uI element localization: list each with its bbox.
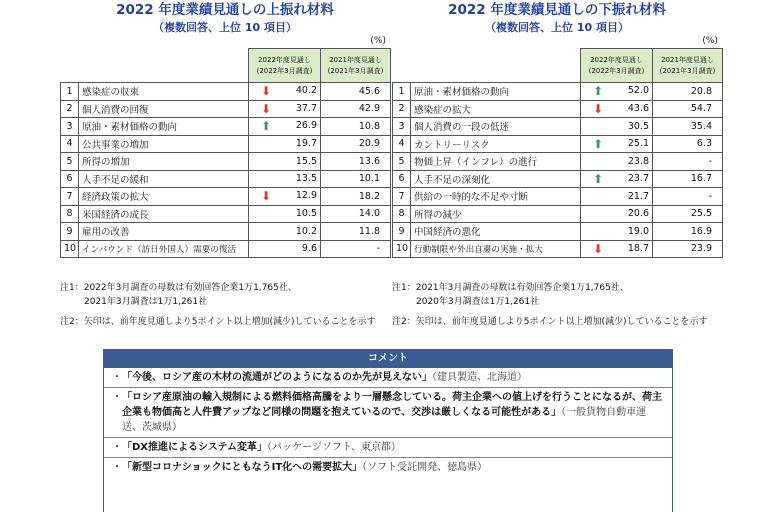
col-2021-header: 2021年度見通し (2021年3月調査) — [653, 49, 723, 83]
upside-table — [60, 48, 391, 258]
rank-cell: 8 — [61, 205, 79, 223]
factor-label: 物価上昇（インフレ）の進行 — [411, 153, 581, 171]
comment-quote: 「DX推進によるシステム変革」 — [122, 442, 268, 453]
value-2022-cell — [249, 153, 321, 171]
table-row — [61, 240, 391, 258]
value-2021: 20.8 — [690, 85, 712, 97]
value-2022-cell — [581, 223, 653, 241]
value-2022: 20.6 — [627, 208, 649, 220]
value-2021: 42.9 — [358, 103, 380, 115]
comment-source: （ソフト受託開発、徳島県） — [362, 462, 488, 473]
table-row — [393, 100, 723, 118]
rank-cell: 10 — [61, 240, 79, 258]
rank-cell: 2 — [61, 100, 79, 118]
value-2022-cell — [249, 100, 321, 118]
value-2022: 25.1 — [627, 137, 649, 149]
factor-label: 公共事業の増加 — [79, 135, 249, 153]
bullet-icon: ・ — [112, 392, 122, 403]
rank-cell: 3 — [393, 118, 411, 136]
value-2022: 12.9 — [295, 190, 317, 202]
value-2022: 40.2 — [295, 85, 317, 97]
rank-cell: 4 — [61, 135, 79, 153]
comment-source: （一般貨物自動車運送、茨城県） — [122, 407, 647, 433]
left-note-1: 注1：2022年3月調査の母数は有効回答企業1万1,765社、 — [60, 283, 297, 293]
table-row — [61, 83, 391, 101]
value-2021: 16.7 — [690, 173, 712, 185]
factor-label: 所得の減少 — [411, 205, 581, 223]
comment-item — [104, 387, 672, 437]
left-note-1b: 2021年3月調査は1万1,261社 — [84, 297, 208, 307]
table-row — [61, 100, 391, 118]
table-row — [61, 223, 391, 241]
table-row — [393, 188, 723, 206]
rank-cell: 4 — [393, 135, 411, 153]
table-row — [61, 118, 391, 136]
value-2022: 23.8 — [627, 155, 649, 167]
value-2022-cell — [249, 83, 321, 101]
value-2021: 35.4 — [690, 120, 712, 132]
table-row — [393, 118, 723, 136]
value-2021: - — [708, 155, 712, 167]
value-2022-cell — [249, 170, 321, 188]
down-arrow-icon: ⬇ — [260, 84, 272, 99]
factor-label: 人手不足の緩和 — [79, 170, 249, 188]
value-2021: 10.1 — [358, 173, 380, 185]
value-2021: - — [376, 243, 380, 255]
rank-cell: 3 — [61, 118, 79, 136]
rank-cell: 1 — [393, 83, 411, 101]
comment-source: （建具製造、北海道） — [432, 372, 527, 383]
rank-cell: 9 — [61, 223, 79, 241]
table-row — [393, 153, 723, 171]
factor-label: 米国経済の成長 — [79, 205, 249, 223]
value-2021-cell — [653, 83, 723, 101]
down-arrow-icon: ⬇ — [592, 101, 604, 116]
value-2021-cell — [321, 205, 391, 223]
unit-label: (%) — [702, 36, 718, 46]
comment-quote: 「今後、ロシア産の木材の流通がどのようになるのか先が見えない」 — [122, 372, 432, 383]
up-arrow-icon: ⬆ — [592, 171, 604, 186]
factor-label: 中国経済の悪化 — [411, 223, 581, 241]
rank-cell: 6 — [393, 170, 411, 188]
factor-label: 人手不足の深刻化 — [411, 170, 581, 188]
rank-cell: 9 — [393, 223, 411, 241]
value-2022: 10.5 — [295, 208, 317, 220]
value-2022: 10.2 — [295, 225, 317, 237]
upside-title: 2022 年度業績見通しの上振れ材料 — [116, 2, 334, 18]
factor-label: 行動制限や外出自粛の実施・拡大 — [411, 240, 581, 258]
value-2022: 15.5 — [295, 155, 317, 167]
table-row — [61, 153, 391, 171]
value-2021: 13.6 — [358, 155, 380, 167]
value-2021: 18.2 — [358, 190, 380, 202]
value-2022-cell — [249, 223, 321, 241]
factor-label: 感染症の収束 — [79, 83, 249, 101]
value-2022: 21.7 — [627, 190, 649, 202]
comment-item — [104, 368, 672, 387]
value-2022-cell — [249, 205, 321, 223]
up-arrow-icon: ⬆ — [592, 84, 604, 99]
comment-item — [104, 437, 672, 457]
value-2021-cell — [321, 83, 391, 101]
table-row — [393, 170, 723, 188]
rank-cell: 2 — [393, 100, 411, 118]
comment-source: （パッケージソフト、東京都） — [267, 442, 401, 453]
comment-quote: 「ロシア産原油の輸入規制による燃料価格高騰をより一層懸念している。荷主企業への値上げを行うことになるが、荷主企業も物価高と人件費アップなど同様の問題を抱えているので、交渉は厳しくなる可能性がある」 — [122, 392, 662, 418]
table-row — [61, 170, 391, 188]
downside-subtitle: （複数回答、上位 10 項目） — [485, 21, 629, 34]
factor-label: 雇用の改善 — [79, 223, 249, 241]
rank-cell: 1 — [61, 83, 79, 101]
right-note-2: 注2：矢印は、前年度見通しより5ポイント以上増加(減少)していることを示す — [392, 317, 708, 327]
upside-subtitle: （複数回答、上位 10 項目） — [153, 21, 297, 34]
down-arrow-icon: ⬇ — [260, 101, 272, 116]
value-2021-cell — [653, 170, 723, 188]
table-row — [393, 205, 723, 223]
value-2021: 45.6 — [358, 85, 380, 97]
value-2022: 18.7 — [627, 242, 649, 254]
table-row — [393, 83, 723, 101]
bullet-icon: ・ — [112, 372, 122, 383]
value-2022-cell — [249, 118, 321, 136]
factor-label: 感染症の拡大 — [411, 100, 581, 118]
value-2021: 25.5 — [690, 208, 712, 220]
value-2021-cell — [321, 240, 391, 258]
value-2022: 9.6 — [301, 243, 317, 255]
value-2021: 16.9 — [690, 225, 712, 237]
comment-item — [104, 457, 672, 477]
factor-label: 所得の増加 — [79, 153, 249, 171]
rank-cell: 10 — [393, 240, 411, 258]
value-2021: 14.0 — [358, 208, 380, 220]
downside-factors-panel — [392, 0, 722, 258]
value-2021-cell — [321, 153, 391, 171]
value-2022: 23.7 — [627, 172, 649, 184]
value-2022: 37.7 — [295, 102, 317, 114]
factor-label: 経済政策の拡大 — [79, 188, 249, 206]
comment-box — [103, 349, 673, 512]
value-2022-cell — [249, 135, 321, 153]
down-arrow-icon: ⬇ — [592, 241, 604, 256]
downside-table — [392, 48, 723, 258]
value-2021-cell — [653, 205, 723, 223]
down-arrow-icon: ⬇ — [260, 189, 272, 204]
table-row — [61, 205, 391, 223]
comment-quote: 「新型コロナショックにともなうIT化への需要拡大」 — [122, 462, 363, 473]
rank-cell: 5 — [61, 153, 79, 171]
factor-label: 個人消費の一段の低迷 — [411, 118, 581, 136]
value-2021-cell — [321, 135, 391, 153]
right-note-1b: 2020年3月調査は1万1,261社 — [416, 297, 540, 307]
value-2021-cell — [653, 240, 723, 258]
value-2021: 10.8 — [358, 120, 380, 132]
value-2021-cell — [653, 223, 723, 241]
factor-label: インバウンド（訪日外国人）需要の復活 — [79, 240, 249, 258]
value-2021-cell — [321, 118, 391, 136]
value-2021: - — [708, 190, 712, 202]
downside-title: 2022 年度業績見通しの下振れ材料 — [448, 2, 666, 18]
value-2021: 23.9 — [690, 243, 712, 255]
rank-cell: 8 — [393, 205, 411, 223]
table-row — [393, 240, 723, 258]
value-2022-cell — [581, 135, 653, 153]
left-note-2: 注2：矢印は、前年度見通しより5ポイント以上増加(減少)していることを示す — [60, 317, 376, 327]
value-2021-cell — [653, 135, 723, 153]
value-2022-cell — [581, 153, 653, 171]
factor-label: 原油・素材価格の動向 — [411, 83, 581, 101]
upside-factors-panel — [60, 0, 390, 258]
value-2022-cell — [581, 188, 653, 206]
table-row — [393, 135, 723, 153]
value-2021-cell — [321, 100, 391, 118]
value-2022-cell — [249, 188, 321, 206]
factor-label: カントリーリスク — [411, 135, 581, 153]
value-2022: 13.5 — [295, 173, 317, 185]
value-2021: 11.8 — [358, 225, 380, 237]
up-arrow-icon: ⬆ — [260, 119, 272, 134]
value-2021-cell — [653, 100, 723, 118]
comment-header: コメント — [104, 350, 672, 368]
factor-label: 原油・素材価格の動向 — [79, 118, 249, 136]
rank-cell: 5 — [393, 153, 411, 171]
value-2021-cell — [653, 153, 723, 171]
col-2022-header: 2022年度見通し (2022年3月調査) — [581, 49, 653, 83]
value-2021-cell — [321, 170, 391, 188]
right-note-1: 注1：2021年3月調査の母数は有効回答企業1万1,765社、 — [392, 283, 629, 293]
value-2022: 52.0 — [627, 85, 649, 97]
unit-label: (%) — [370, 36, 386, 46]
col-2022-header: 2022年度見通し (2022年3月調査) — [249, 49, 321, 83]
table-row — [393, 223, 723, 241]
value-2021: 6.3 — [696, 138, 712, 150]
bullet-icon: ・ — [112, 462, 122, 473]
value-2021: 54.7 — [690, 103, 712, 115]
value-2022: 19.0 — [627, 225, 649, 237]
value-2022: 30.5 — [627, 120, 649, 132]
value-2022: 19.7 — [295, 138, 317, 150]
value-2021-cell — [653, 118, 723, 136]
value-2022-cell — [249, 240, 321, 258]
factor-label: 個人消費の回復 — [79, 100, 249, 118]
value-2022: 26.9 — [295, 120, 317, 132]
value-2022-cell — [581, 170, 653, 188]
value-2021: 20.9 — [358, 138, 380, 150]
up-arrow-icon: ⬆ — [592, 136, 604, 151]
rank-cell: 7 — [61, 188, 79, 206]
table-row — [61, 188, 391, 206]
col-2021-header: 2021年度見通し (2021年3月調査) — [321, 49, 391, 83]
value-2022-cell — [581, 100, 653, 118]
value-2022-cell — [581, 205, 653, 223]
value-2021-cell — [321, 188, 391, 206]
value-2022-cell — [581, 240, 653, 258]
value-2022: 43.6 — [627, 102, 649, 114]
value-2022-cell — [581, 83, 653, 101]
bullet-icon: ・ — [112, 442, 122, 453]
value-2021-cell — [653, 188, 723, 206]
value-2022-cell — [581, 118, 653, 136]
rank-cell: 6 — [61, 170, 79, 188]
value-2021-cell — [321, 223, 391, 241]
factor-label: 供給の一時的な不足や寸断 — [411, 188, 581, 206]
table-row — [61, 135, 391, 153]
rank-cell: 7 — [393, 188, 411, 206]
